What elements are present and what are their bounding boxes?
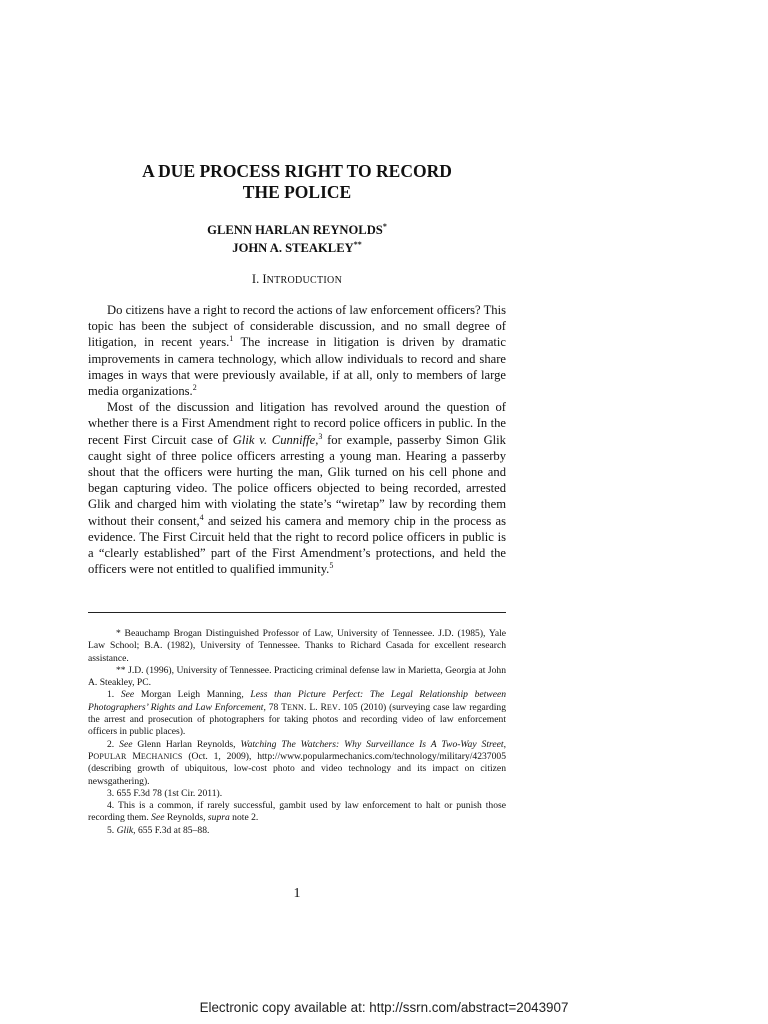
footnote-ref-3[interactable]: 3 [318,431,323,441]
footnote-2-title: Watching The Watchers: Why Surveillance Is A Two-Way Street [240,738,504,750]
section-heading-lead: I. I [251,272,267,286]
footnote-5-text: , 655 F.3d at 85–88. [133,824,210,836]
title-line-1: A DUE PROCESS RIGHT TO RECORD [142,161,452,181]
author-2-name: JOHN A. STEAKLEY [232,241,354,255]
footnote-2-number: 2. [107,738,115,750]
footnote-3-text: 655 F.3d 78 (1st Cir. 2011). [116,787,223,799]
footnote-5-case: Glik [116,824,134,836]
p2-text-2: for example, passerby Simon Glik caught sight of three police officers arresting a young man. Hearing a passerby shout that the officers were hurting the man, Glik turned on his cell phone and began capturing video. The police officers objected to being recorded, arrested Glik and charged him with violating the state’s “wiretap” law by recording them without their consent, [88,432,506,528]
footnote-1 [88,689,506,738]
p1-text-1: Do citizens have a right to record the actions of law enforcement officers? This topic has been the subject of considerable discussion, and no small degree of litigation, in recent years. [88,303,506,350]
footnote-1-see: See [120,689,135,701]
footnote-2 [88,739,506,788]
p1-text-2: The increase in litigation is driven by dramatic improvements in camera technology, which allow individuals to record and share images in ways that were previously available, if at all, only to members of large media organizations. [88,335,506,399]
section-heading-smallcaps: NTRODUCTION [266,275,343,286]
author-1-name: GLENN HARLAN REYNOLDS [207,223,383,237]
footnote-4-author: Reynolds, [164,812,208,824]
footnote-star-1: * Beauchamp Brogan Distinguished Professor of Law, University of Tennessee. J.D. (1985), Yale Law School; B.A. (1982), University of Tennessee. Thanks to Richard Casada for excellent research assistance. [88,628,506,664]
footnote-ref-4[interactable]: 4 [199,512,204,522]
page-number: 1 [293,886,301,901]
footnote-1-journal-b-sc: EV [326,702,338,712]
p2-text-1: Most of the discussion and litigation has revolved around the question of whether there is a First Amendment right to record police officers in public. In the recent First Circuit case of [88,400,506,447]
footnote-3-number: 3. [107,787,115,799]
footnote-2-pub-a-sc: OPULAR [93,751,127,761]
author-1 [88,222,506,238]
footnote-divider [88,612,506,613]
footnote-2-pub-b: M [126,750,141,762]
footnote-5 [88,825,506,837]
footnotes [88,628,506,837]
author-2 [88,240,506,256]
footnote-1-rest: . 105 (2010) (surveying case law regarding the arrest and prosecution of photographers for taking photos and recording video of law enforcement officers in public places). [88,701,506,738]
footnote-1-journal-b: . L. R [304,701,327,713]
footnote-2-pub-a: , P [88,738,506,762]
footnote-4-number: 4. [107,800,115,812]
title-line-2: THE POLICE [242,182,352,202]
footnote-star-2: ** J.D. (1996), University of Tennessee. Practicing criminal defense law in Marietta, Georgia at John A. Steakley, PC. [88,664,506,689]
footnote-1-journal-a-sc: ENN [286,702,305,712]
footnote-2-pub-b-sc: ECHANICS [140,751,183,761]
footnote-2-rest: (Oct. 1, 2009), http://www.popularmechanics.com/technology/military/4237005 (describing growth of ubiquitous, low-cost photo and video technology and its impact on citizen newsgathering). [88,750,506,787]
p2-text-3: and seized his camera and memory chip in the process as evidence. The First Circuit held that the right to record police officers in public is a “clearly established” part of the First Amendment’s protections, and held the officers were not entitled to qualified immunity. [88,513,506,577]
footnote-1-journal-a: T [281,701,287,713]
ssrn-notice[interactable]: Electronic copy available at: http://ssrn.com/abstract=2043907 [199,1000,569,1015]
author-1-footnote-mark: * [382,222,387,231]
footnote-ref-1[interactable]: 1 [229,334,234,344]
paragraph-1 [88,302,506,399]
article-title [88,161,506,203]
footnote-2-author: Glenn Harlan Reynolds, [132,738,241,750]
footnote-ref-5[interactable]: 5 [329,561,334,571]
footnote-4-see: See [151,812,165,824]
footnote-1-title: Less than Picture Perfect: The Legal Relationship between Photographers’ Rights and Law Enforcement [88,689,507,713]
footnote-4-supra: supra [207,812,230,824]
body-text [88,302,506,577]
footnote-1-volume: , 78 [263,701,282,713]
footnote-4-note: note 2. [229,812,259,824]
footnote-1-number: 1. [107,689,115,701]
author-2-footnote-mark: ** [353,240,362,249]
footnote-1-author: Morgan Leigh Manning, [134,689,251,701]
paragraph-2 [88,399,506,577]
p2-comma: , [315,432,319,447]
footnote-2-see: See [119,738,133,750]
footnote-3 [88,788,506,800]
case-name-glik: Glik v. Cunniffe [232,432,316,447]
section-heading [88,271,506,289]
footnote-4 [88,800,506,825]
footnote-ref-2[interactable]: 2 [192,383,197,393]
footnote-5-number: 5. [107,824,115,836]
footnote-4-text: This is a common, if rarely successful, gambit used by law enforcement to halt or punish those recording them. [88,800,506,824]
